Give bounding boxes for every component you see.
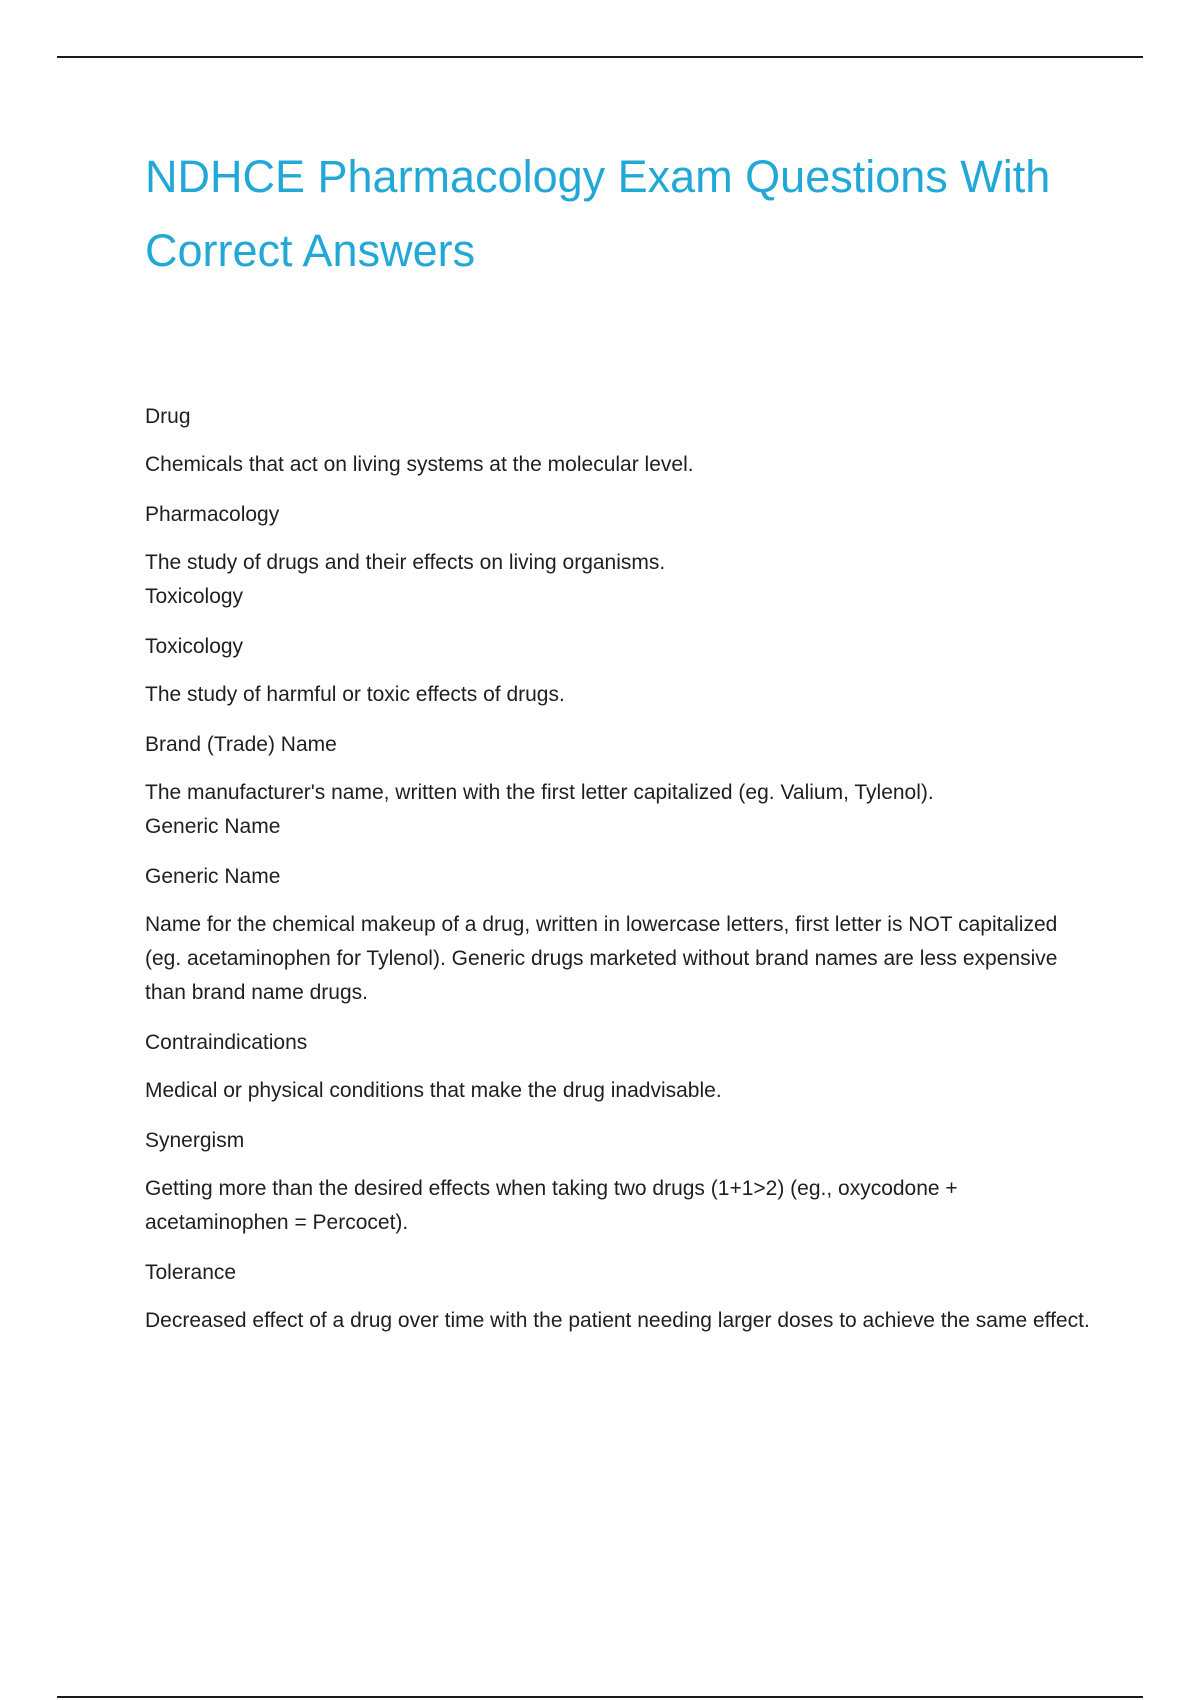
term-pharmacology: Pharmacology bbox=[145, 503, 280, 526]
term-drug: Drug bbox=[145, 405, 191, 428]
definition-toxicology: The study of harmful or toxic effects of drugs. bbox=[145, 683, 565, 706]
definition-tolerance: Decreased effect of a drug over time with the patient needing larger doses to achieve the same effect. bbox=[145, 1309, 1090, 1332]
definition-contraindications: Medical or physical conditions that make the drug inadvisable. bbox=[145, 1079, 722, 1102]
definition-brand-name: The manufacturer's name, written with the first letter capitalized (eg. Valium, Tylenol). bbox=[145, 781, 934, 804]
definition-drug: Chemicals that act on living systems at the molecular level. bbox=[145, 453, 694, 476]
term-generic-name: Generic Name bbox=[145, 865, 281, 888]
document-title: NDHCE Pharmacology Exam Questions With Correct Answers bbox=[145, 151, 1051, 276]
definition-pharmacology: The study of drugs and their effects on living organisms. bbox=[145, 551, 666, 574]
definition-carryover: Toxicology bbox=[145, 585, 244, 608]
qa-list bbox=[145, 400, 1095, 1354]
term-synergism: Synergism bbox=[145, 1129, 245, 1152]
term-tolerance: Tolerance bbox=[145, 1261, 237, 1284]
definition-synergism: Getting more than the desired effects when taking two drugs (1+1>2) (eg., oxycodone + acetaminophen = Percocet). bbox=[145, 1177, 958, 1234]
bottom-rule bbox=[57, 1696, 1143, 1698]
top-rule bbox=[57, 56, 1143, 58]
term-contraindications: Contraindications bbox=[145, 1031, 308, 1054]
term-brand-name: Brand (Trade) Name bbox=[145, 733, 337, 756]
term-toxicology: Toxicology bbox=[145, 635, 244, 658]
definition-generic-name: Name for the chemical makeup of a drug, written in lowercase letters, first letter is NOT capitalized (eg. acetaminophen for Tylenol). Generic drugs marketed without brand names are less expensive than brand name drugs. bbox=[145, 913, 1058, 1004]
definition-carryover: Generic Name bbox=[145, 815, 281, 838]
